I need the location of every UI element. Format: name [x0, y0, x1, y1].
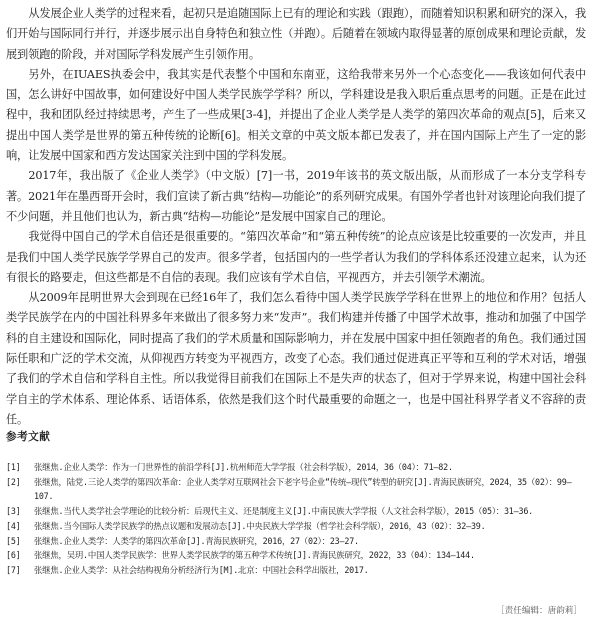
body-paragraph: 我觉得中国自己的学术自信还是很重要的。“第四次革命”和“第五种传统”的论点应该是比较重要的一次发声，并且是我们中国人类学民族学学界自己的发声。很多学者，包括国内的一些学者认为我们的学科体系还没建立起来，认为还有很长的路要走，但这些都是不自信的表现。我们应该有学术自信，平视西方，并去引领学术潮流。 — [6, 230, 586, 284]
reference-number: [2] — [6, 476, 21, 487]
body-paragraph: 从2009年昆明世界大会到现在已经16年了，我们怎么看待中国人类学民族学学科在世界上的地位和作用？包括人类学民族学在内的中国社科界多年来做出了很多努力来“发声”。我们构建并传播了中国学术故事，推动和加强了中国学科的自主建设和国际化，同时提高了我们的学术质量和国际影响力，并在发展中国家中担任领跑者的角色。我们通过国际任职和广泛的学术交流，从仰视西方转变为平视西方，改变了心态。我们通过促进真正平等和互利的学术对话，增强了我们的学术自信和学科自主性。所以我觉得目前我们在国际上不是失声的状态了，但对于学界来说，构建中国社会科学自主的学术体系、理论体系、话语体系，依然是我们这个时代最重要的命题之一，也是中国社科界学者义不容辞的责任。 — [6, 291, 586, 426]
reference-number: [7] — [6, 564, 21, 575]
reference-text: 张继焦.企业人类学：人类学的第四次革命[J].青海民族研究，2016，27（02）：23–27. — [34, 535, 359, 546]
reference-number: [6] — [6, 550, 21, 561]
reference-item — [6, 563, 586, 578]
body-paragraph: 从发展企业人类学的过程来看，起初只是追随国际上已有的理论和实践（跟跑），而随着知识积累和研究的深入，我们开始与国际同行并行，并逐步展示出自身特色和独立性（并跑）。后随着在领域内取得显著的原创成果和理论贡献，发展到领跑的阶段，并对国际学科发展产生引领作用。 — [6, 7, 586, 61]
references-list — [6, 460, 586, 578]
reference-item — [6, 519, 586, 534]
reference-text: 张继焦，陆党.三论人类学的第四次革命：企业人类学对互联网社会下老字号企业“传统—现代”转型的研究[J].青海民族研究，2024，35（02）：99–107. — [34, 476, 572, 502]
reference-number: [3] — [6, 506, 21, 517]
reference-item — [6, 460, 586, 475]
reference-text: 张继焦.企业人类学：从社会结构视角分析经济行为[M].北京：中国社会科学出版社，2017. — [34, 564, 369, 575]
reference-text: 张继焦.当代人类学社会学理论的比较分析：后现代主义、还是制度主义[J].中南民族大学学报（人文社会科学版），2015（05）：31–36. — [34, 506, 534, 517]
reference-item — [6, 534, 586, 549]
reference-item — [6, 548, 586, 563]
article-body — [6, 4, 586, 430]
responsible-editor: ［责任编辑：唐韵莉］ — [496, 606, 582, 616]
body-paragraph: 2017年，我出版了《企业人类学》（中文版）[7]一书，2019年该书的英文版出版，从而形成了一本分支学科专著。2021年在墨西哥开会时，我们宣读了新古典“结构—功能论”的系列研究成果。有国外学者也针对该理论向我们提了不少问题，并且他们也认为，新古典“结构—功能论”是发展中国家自己的理论。 — [6, 169, 586, 223]
references-heading: 参考文献 — [6, 431, 51, 443]
reference-text: 张继焦，吴玥.中国人类学民族学：世界人类学民族学的第五种学术传统[J].青海民族研究，2022，33（04）：134–144. — [34, 550, 475, 561]
reference-number: [1] — [6, 462, 21, 472]
body-paragraph: 另外，在IUAES执委会中，我其实是代表整个中国和东南亚，这给我带来另外一个心态变化——我该如何代表中国，怎么讲好中国故事，如何建设好中国人类学民族学学科？所以，学科建设是我入职后重点思考的问题。正是在此过程中，我和团队经过持续思考，产生了一些成果[3-4]，并提出了企业人类学是人类学的第四次革命的观点[5]，后来又提出中国人类学是世界的第五种传统的论断[6]。相关文章的中英文版本都已发表了，并在国内国际上产生了一定的影响，让发展中国家和西方发达国家关注到中国的学科发展。 — [6, 67, 586, 163]
reference-number: [5] — [6, 535, 21, 546]
reference-item — [6, 475, 586, 504]
reference-number: [4] — [6, 520, 21, 531]
reference-text: 张继焦.当今国际人类学民族学的热点议题和发展动态[J].中央民族大学学报（哲学社会科学版），2016，43（02）：32–39. — [34, 520, 486, 531]
reference-text: 张继焦.企业人类学：作为一门世界性的前沿学科[J].杭州师范大学学报（社会科学版），2014，36（04）：71–82. — [34, 462, 453, 472]
reference-item — [6, 504, 586, 519]
